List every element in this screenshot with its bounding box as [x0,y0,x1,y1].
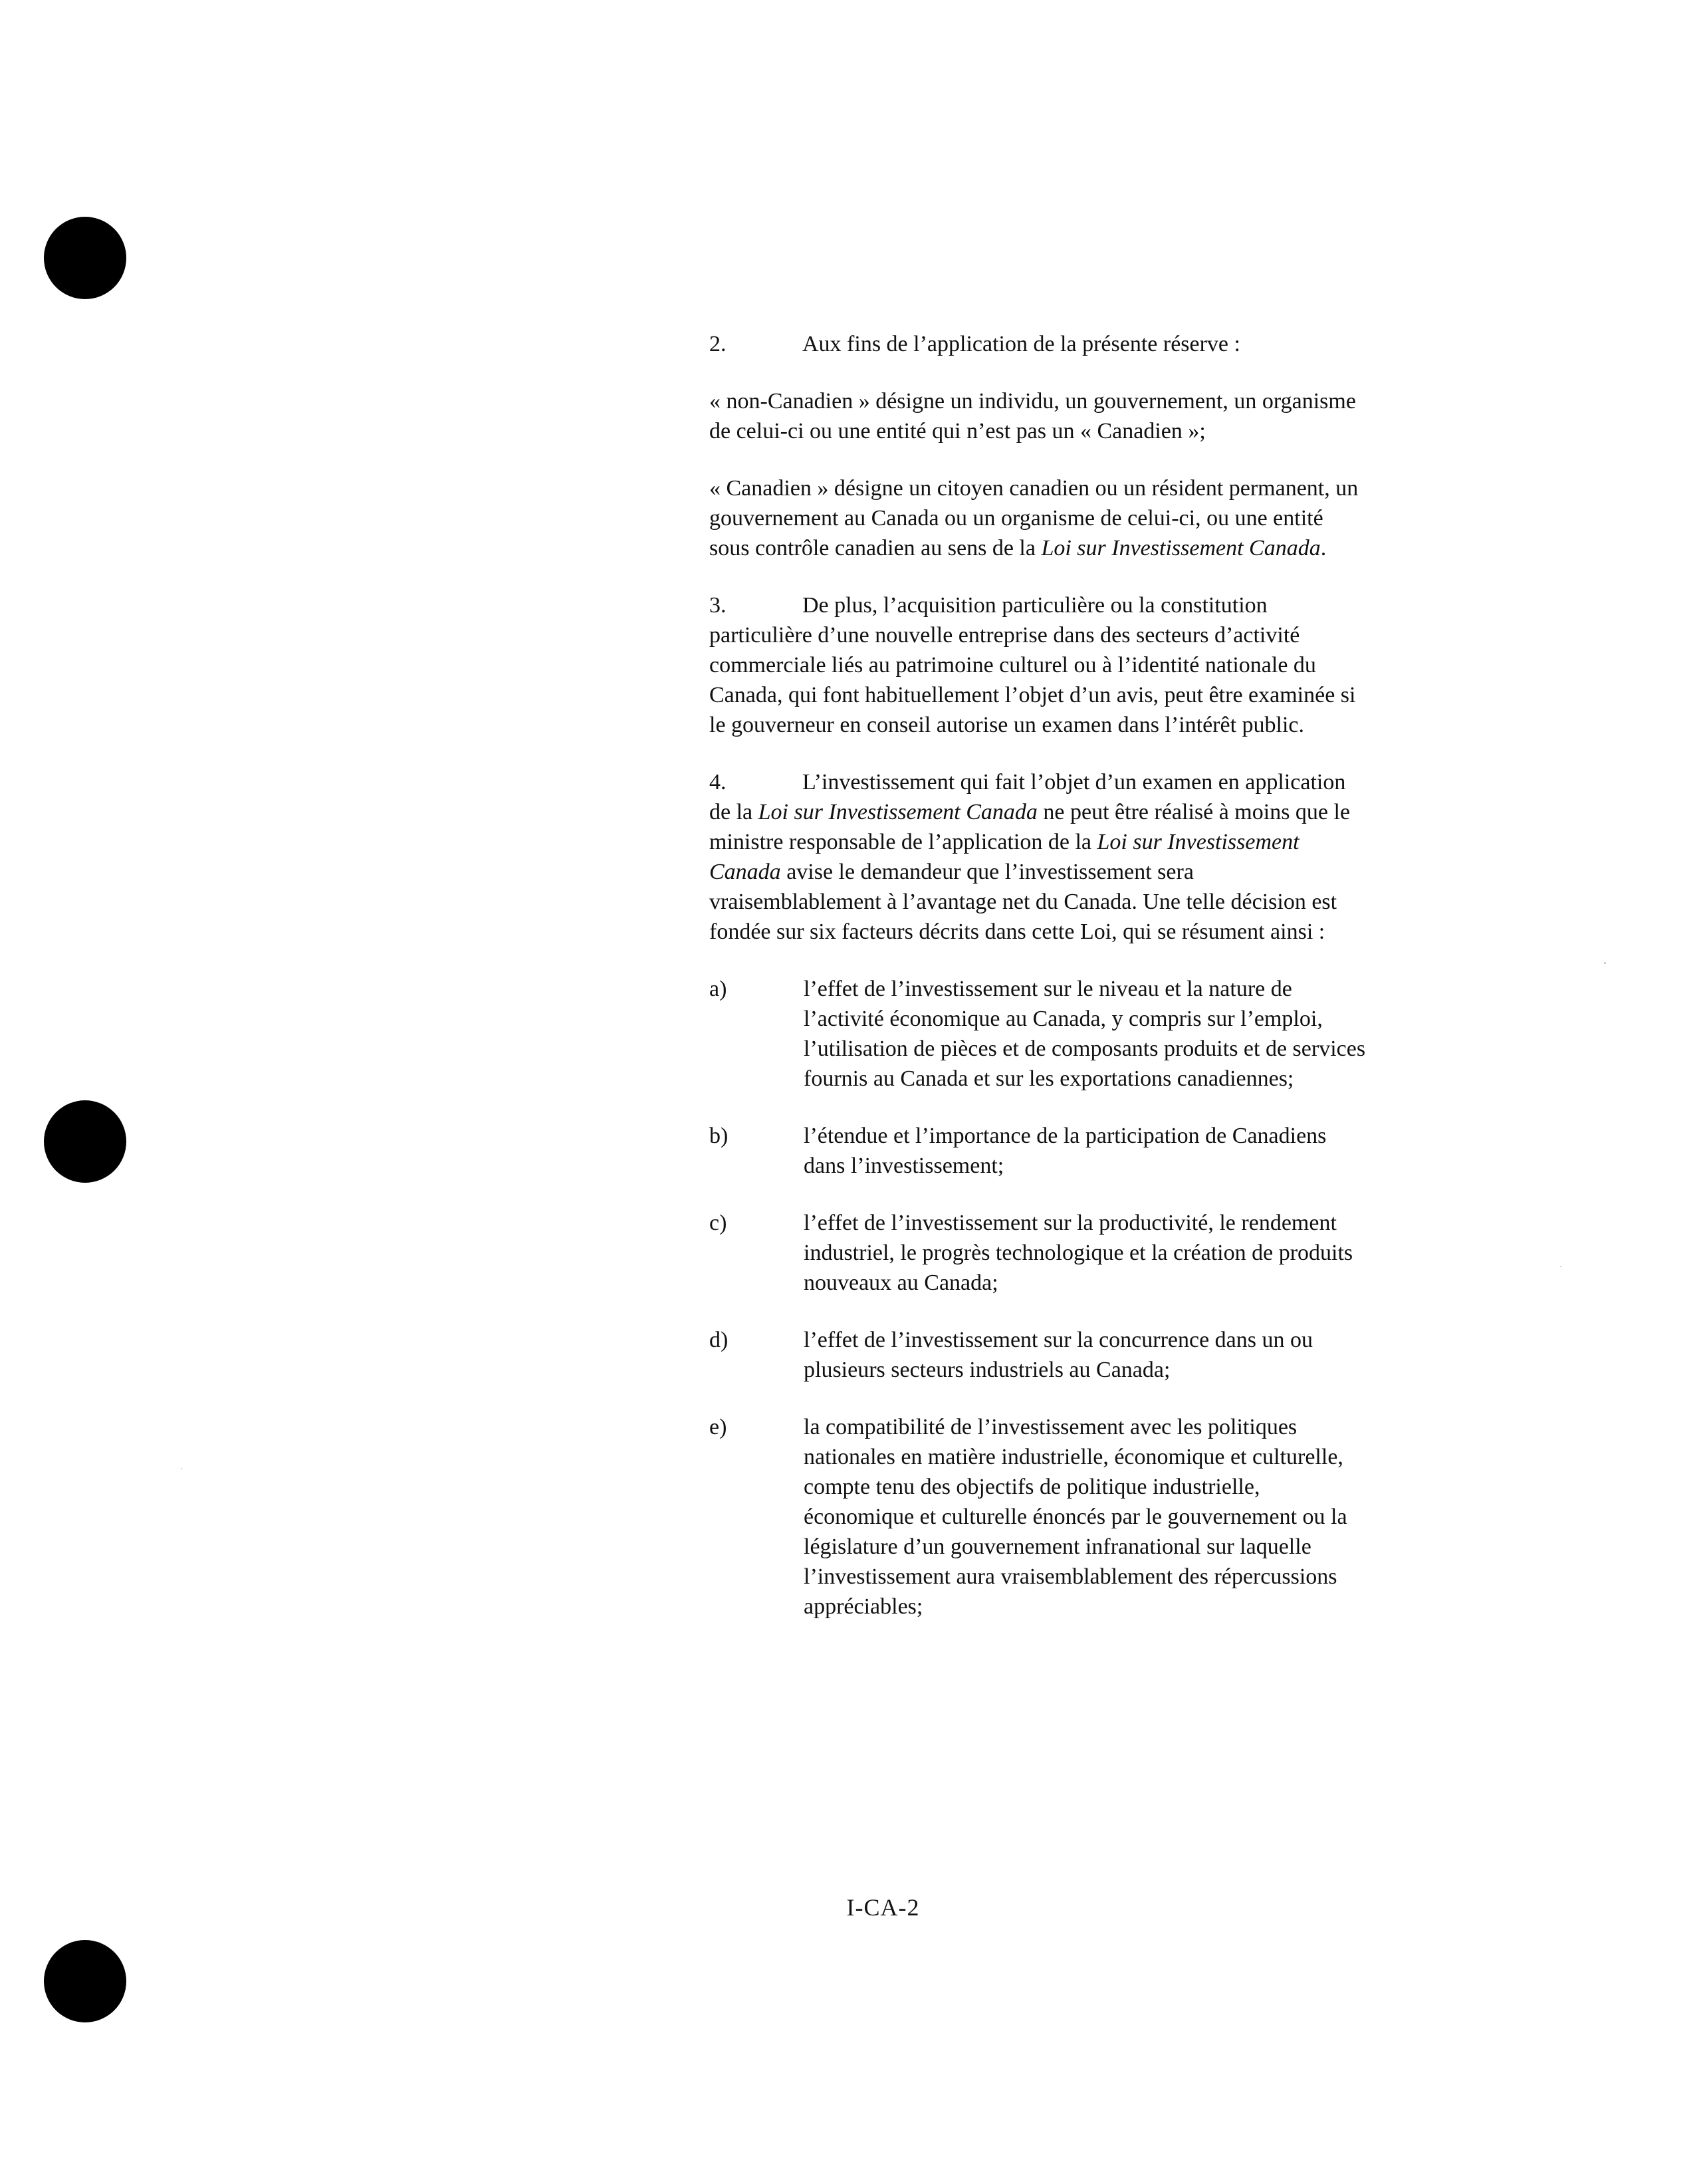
section-2 [709,329,1367,359]
factor-text: l’effet de l’investissement sur la productivité, le rendement industriel, le progrès technologique et la création de produits nouveaux au Canada; [804,1211,1353,1295]
factor-item-c [709,1208,1367,1298]
section-4-body-c: avise le demandeur que l’investissement sera vraisemblablement à l’avantage net du Canada. Une telle décision est fondée sur six facteurs décrits dans cette Loi, qui se résument ainsi : [709,860,1337,944]
factor-letter: a) [709,977,727,1001]
document-body [709,329,1367,1649]
factor-item-a [709,974,1367,1094]
factor-letter: b) [709,1124,729,1148]
page-footer [0,1893,1697,1921]
section-number: 3. [709,593,727,618]
definition-canadien-text-b: . [1320,536,1327,560]
definition-non-canadien-text: « non-Canadien » désigne un individu, un gouvernement, un organisme de celui-ci ou une entité qui n’est pas un « Canadien »; [709,389,1356,443]
section-3-body: De plus, l’acquisition particulière ou la constitution particulière d’une nouvelle entreprise dans des secteurs d’activité commerciale liés au patrimoine culturel ou à l’identité nationale du Canada, qui font habituellement l’objet d’un avis, peut être examinée si le gouverneur en conseil autorise un examen dans l’intérêt public. [709,593,1356,737]
section-3-text [709,590,1367,740]
section-4-body-a: L’investissement qui fait l’objet d’un examen en application de la [709,770,1346,824]
factor-text: la compatibilité de l’investissement avec les politiques nationales en matière industrielle, économique et culturelle, compte tenu des objectifs de politique industrielle, économique et culturelle énoncés par le gouvernement ou la législature d’un gouvernement infranational sur laquelle l’investissement aura vraisemblablement des répercussions appréciables; [804,1415,1347,1619]
section-4-body-b: ne peut être réalisé à moins que le ministre responsable de l’application de la [709,800,1351,854]
factor-letter: d) [709,1328,729,1352]
law-title: Loi sur Investissement Canada [1041,536,1321,560]
law-title: Loi sur Investissement Canada [709,830,1300,884]
section-number: 4. [709,770,727,794]
scan-speck [1604,962,1606,964]
punch-hole-top [44,217,126,299]
section-2-intro [709,329,1367,359]
factor-text: l’étendue et l’importance de la participation de Canadiens dans l’investissement; [804,1124,1327,1178]
definition-canadien-text-a: « Canadien » désigne un citoyen canadien ou un résident permanent, un gouvernement au Canada ou un organisme de celui-ci, ou une entité sous contrôle canadien au sens de la [709,476,1359,560]
punch-hole-bottom [44,1940,126,2022]
factor-item-d [709,1325,1367,1385]
page-number-label: I-CA-2 [846,1894,920,1921]
law-title: Loi sur Investissement Canada [758,800,1038,824]
punch-hole-middle [44,1100,126,1183]
definition-canadien [709,473,1367,563]
factor-text: l’effet de l’investissement sur la concurrence dans un ou plusieurs secteurs industriels au Canada; [804,1328,1313,1382]
section-4-text [709,767,1367,947]
section-number: 2. [709,332,727,356]
factor-text: l’effet de l’investissement sur le niveau et la nature de l’activité économique au Canada, y compris sur l’emploi, l’utilisation de pièces et de composants produits et de services fournis au Canada et sur les exportations canadiennes; [804,977,1366,1091]
factor-letter: c) [709,1211,727,1235]
section-4 [709,767,1367,947]
definition-canadien-text [709,473,1367,563]
definition-non-canadien [709,386,1367,446]
factor-letter: e) [709,1415,727,1439]
section-3 [709,590,1367,740]
section-2-intro-text: Aux fins de l’application de la présente réserve : [802,332,1240,356]
scan-speck [181,1468,182,1469]
factor-item-b [709,1121,1367,1181]
factor-item-e [709,1412,1367,1622]
scan-speck [1560,1266,1561,1267]
